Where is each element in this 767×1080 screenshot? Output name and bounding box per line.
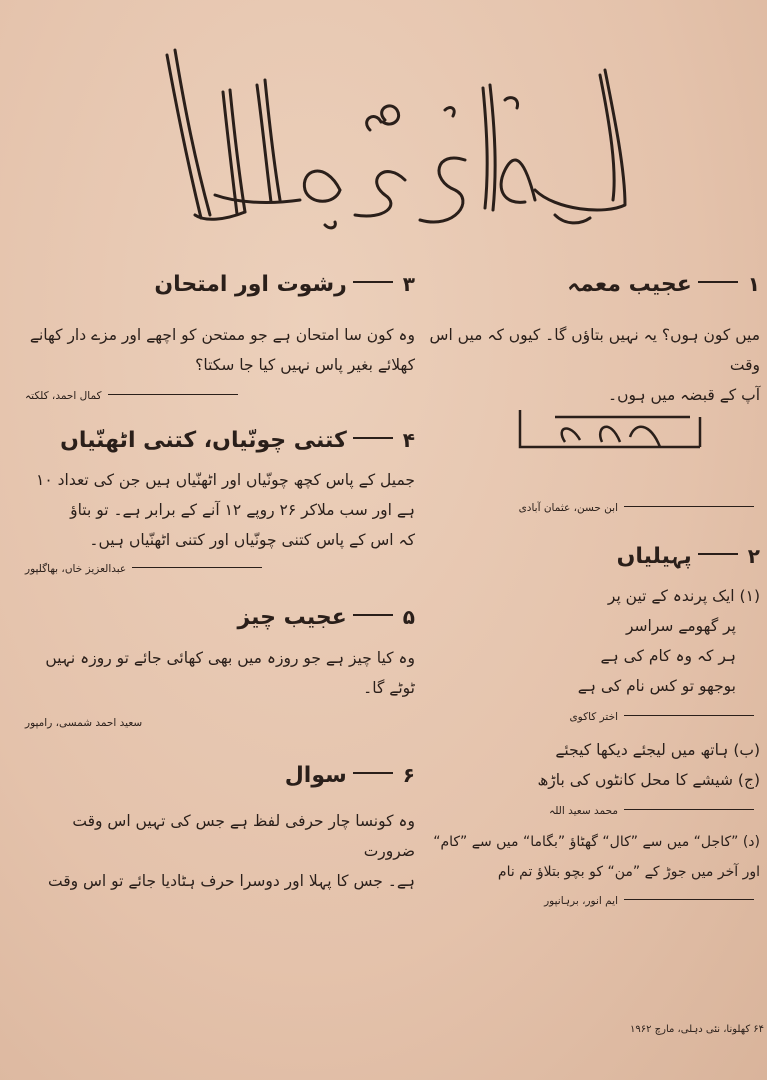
text-line: آپ کے قبضہ میں ہوں۔ [607,386,760,405]
credit-line [25,717,415,729]
section-heading [25,272,415,298]
section-heading [25,428,415,454]
credit-name: سعید احمد شمسی، رامپور [25,717,143,730]
text-line: کہ اس کے پاس کتنی چونّیاں اور کتنی اٹھنّیاں ہیں۔ [89,530,415,549]
section-title: سوال [284,763,347,789]
text-line: کھلائے بغیر پاس نہیں کیا جا سکتا؟ [195,356,415,375]
riddle-c [410,765,760,795]
credit-line [410,502,760,514]
credit-name: ایم انور، برہانپور [544,894,618,907]
riddle-a [410,581,760,701]
section-number: ۱ [747,272,760,296]
riddle-b [410,735,760,765]
credit-line [25,563,415,575]
text-line: ہر کہ وہ کام کی ہے [600,646,736,665]
text-line: وہ کونسا چار حرفی لفظ ہے جس کی تہیں اس وقت ضرورت [72,811,415,860]
left-column [25,272,415,896]
credit-line [410,895,760,907]
text-line: جمیل کے پاس کچھ چونّیاں اور اٹھنّیاں ہیں جن کی تعداد ۱۰ [36,470,415,489]
text-line: ہاتھ میں لیجئے دیکھا کیجئے [555,740,729,759]
credit-name: اختر کاکوی [569,710,618,723]
text-line: ہے۔ جس کا پہلا اور دوسرا حرف ہٹادیا جائے تو اس وقت [47,871,415,890]
riddle-label: (۱) [739,586,760,605]
credit-name: ابن حسن، عثمان آبادی [518,502,618,515]
riddle-label: (ج) [737,770,760,789]
text-line: اور آخر میں جوڑ کے ”من“ کو بچو بتلاؤ تم نام [497,863,760,880]
riddle-label: (ب) [733,740,760,759]
heading-dash [353,614,393,616]
credit-name: کمال احمد، کلکتہ [25,390,102,403]
section-number: ۶ [402,763,415,788]
text-line: شیشے کا محل کانٹوں کی باڑھ [537,770,733,789]
right-column [410,272,760,907]
title-logo [85,30,685,230]
section-number: ۴ [402,428,415,453]
section-number: ۲ [747,544,760,569]
heading-dash [353,281,393,283]
text-line: وہ کون سا امتحان ہے جو ممتحن کو اچھے اور مزے دار کھانے [29,326,415,345]
section-body [25,465,415,555]
text-line: ہے اور سب ملاکر ۲۶ روپے ۱۲ آنے کے برابر ہے۔ تو بتاؤ [70,500,415,519]
heading-dash [698,553,738,555]
heading-dash [353,437,393,439]
text-line: ٹوٹے گا۔ [363,679,415,698]
puzzle-glyph-drawing [510,402,710,457]
credit-line [410,805,760,817]
section-heading [410,544,760,570]
credit-line [410,711,760,723]
section-title: عجیب چیز [237,604,347,630]
section-body [25,320,415,380]
heading-dash [698,281,738,283]
text-line: بوجھو تو کس نام کی ہے [577,676,736,695]
text-line: ”کاجل“ میں سے ”کال“ گھٹاؤ ”بگاما“ میں سے ”کام“ [433,833,739,850]
section-number: ۵ [402,604,415,629]
section-number: ۳ [402,272,415,296]
credit-rule [624,506,754,507]
page-footer: ۶۴ کھلونا، نئی دہلی، مارچ ۱۹۶۲ [630,1024,765,1035]
riddle-label: (د) [742,833,760,850]
credit-rule [132,567,262,568]
section-heading [25,763,415,789]
credit-rule [108,394,238,395]
section-heading [410,272,760,298]
section-title: کتنی چونّیاں، کتنی اٹھنّیاں [60,428,347,454]
text-line: ایک پرندہ کے تین پر [607,586,735,605]
section-title: پہیلیاں [616,544,692,570]
credit-rule [624,899,754,900]
text-line: میں کون ہوں؟ یہ نہیں بتاؤں گا۔ کیوں کہ میں اس وقت [429,326,760,375]
section-title: رشوت اور امتحان [154,272,347,297]
credit-rule [624,809,754,810]
credit-name: محمد سعید اللہ [549,804,618,817]
section-body [25,806,415,896]
section-body [410,320,760,410]
heading-dash [353,772,393,774]
credit-rule [624,715,754,716]
credit-line [25,390,415,402]
credit-name: عبدالعزیز خاں، بھاگلپور [25,562,127,575]
text-line: پر گھومے سراسر [625,616,736,635]
section-title: عجیب معمہ [567,272,692,297]
riddle-d [410,827,760,887]
section-heading [25,605,415,631]
text-line: وہ کیا چیز ہے جو روزہ میں بھی کھائی جائے تو روزہ نہیں [45,649,415,668]
section-body [25,643,415,703]
